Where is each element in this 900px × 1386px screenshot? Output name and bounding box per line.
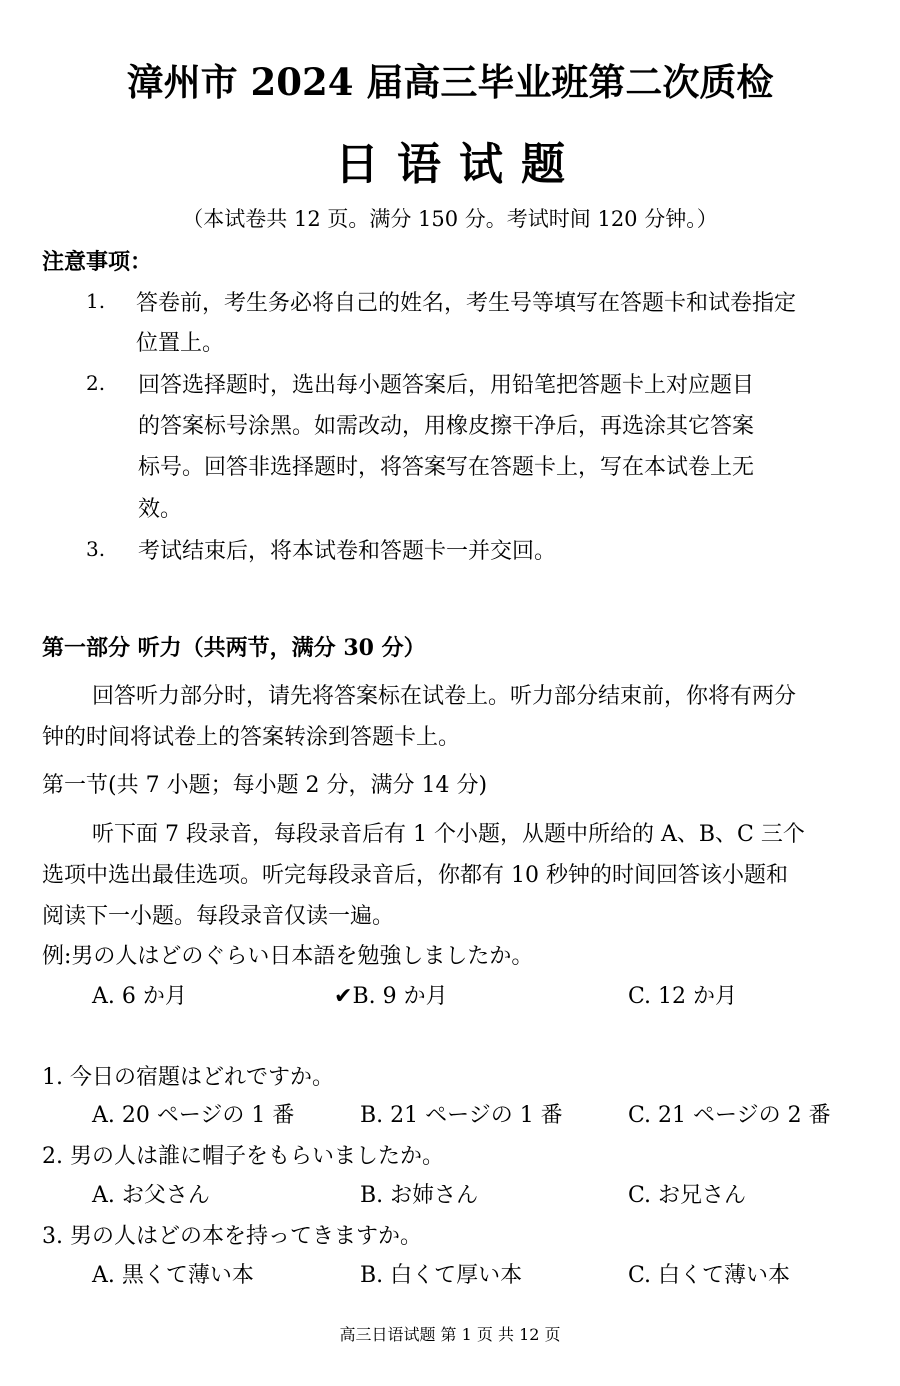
check-icon: ✔ bbox=[334, 984, 353, 1009]
part1-heading: 第一部分 听力（共两节，满分 30 分） bbox=[42, 635, 426, 661]
example-option-b: B. 9 か月 bbox=[352, 984, 448, 1009]
instruction-line: 听下面 7 段录音，每段录音后有 1 个小题，从题中所给的 A、B、C 三个 bbox=[92, 822, 805, 847]
notice-item-line: 标号。回答非选择题时，将答案写在答题卡上，写在本试卷上无 bbox=[138, 455, 755, 480]
notice-item-line: 的答案标号涂黑。如需改动，用橡皮擦干净后，再选涂其它答案 bbox=[138, 414, 755, 439]
question-2-option-c: C. お兄さん bbox=[628, 1183, 747, 1208]
question-3-option-a: A. 黒くて薄い本 bbox=[92, 1263, 254, 1288]
instruction-line: 阅读下一小题。每段录音仅读一遍。 bbox=[42, 904, 395, 929]
question-3: 3. 男の人はどの本を持ってきますか。 bbox=[42, 1224, 422, 1249]
notice-item-number: 1. bbox=[86, 289, 106, 313]
document-title: 漳州市 2024 届高三毕业班第二次质检 bbox=[126, 60, 774, 104]
example-answer bbox=[334, 979, 448, 1010]
subject-title: 日语试题 bbox=[335, 139, 583, 190]
question-2-option-a: A. お父さん bbox=[92, 1183, 210, 1208]
notice-item-line: 位置上。 bbox=[136, 331, 225, 356]
example-option-a: A. 6 か月 bbox=[92, 984, 187, 1009]
section1-heading: 第一节(共 7 小题；每小题 2 分，满分 14 分) bbox=[42, 773, 488, 798]
page-footer: 高三日语试题 第 1 页 共 12 页 bbox=[339, 1325, 561, 1344]
notice-item-line: 答卷前，考生务必将自己的姓名，考生号等填写在答题卡和试卷指定 bbox=[136, 291, 797, 316]
example-question: 例:男の人はどのぐらい日本語を勉強しましたか。 bbox=[42, 944, 534, 969]
question-1-option-a: A. 20 ページの 1 番 bbox=[92, 1103, 295, 1128]
part1-intro-line: 回答听力部分时，请先将答案标在试卷上。听力部分结束前，你将有两分 bbox=[92, 684, 797, 709]
question-1-option-c: C. 21 ページの 2 番 bbox=[628, 1103, 831, 1128]
notice-item-line: 考试结束后，将本试卷和答题卡一并交回。 bbox=[138, 539, 557, 564]
question-1-option-b: B. 21 ページの 1 番 bbox=[360, 1103, 563, 1128]
notice-item-line: 效。 bbox=[138, 497, 183, 522]
question-3-option-c: C. 白くて薄い本 bbox=[628, 1263, 791, 1288]
instruction-line: 选项中选出最佳选项。听完每段录音后，你都有 10 秒钟的时间回答该小题和 bbox=[42, 863, 788, 888]
question-2: 2. 男の人は誰に帽子をもらいましたか。 bbox=[42, 1144, 444, 1169]
notice-item-number: 3. bbox=[86, 537, 106, 561]
notice-item-number: 2. bbox=[86, 371, 106, 395]
question-3-option-b: B. 白くて厚い本 bbox=[360, 1263, 523, 1288]
part1-intro-line: 钟的时间将试卷上的答案转涂到答题卡上。 bbox=[42, 725, 461, 750]
notice-item-line: 回答选择题时，选出每小题答案后，用铅笔把答题卡上对应题目 bbox=[138, 373, 755, 398]
question-1: 1. 今日の宿題はどれですか。 bbox=[42, 1065, 334, 1090]
question-2-option-b: B. お姉さん bbox=[360, 1183, 479, 1208]
example-option-c: C. 12 か月 bbox=[628, 984, 738, 1009]
notice-heading: 注意事项： bbox=[42, 249, 153, 275]
exam-info: （本试卷共 12 页。满分 150 分。考试时间 120 分钟。） bbox=[182, 207, 718, 231]
